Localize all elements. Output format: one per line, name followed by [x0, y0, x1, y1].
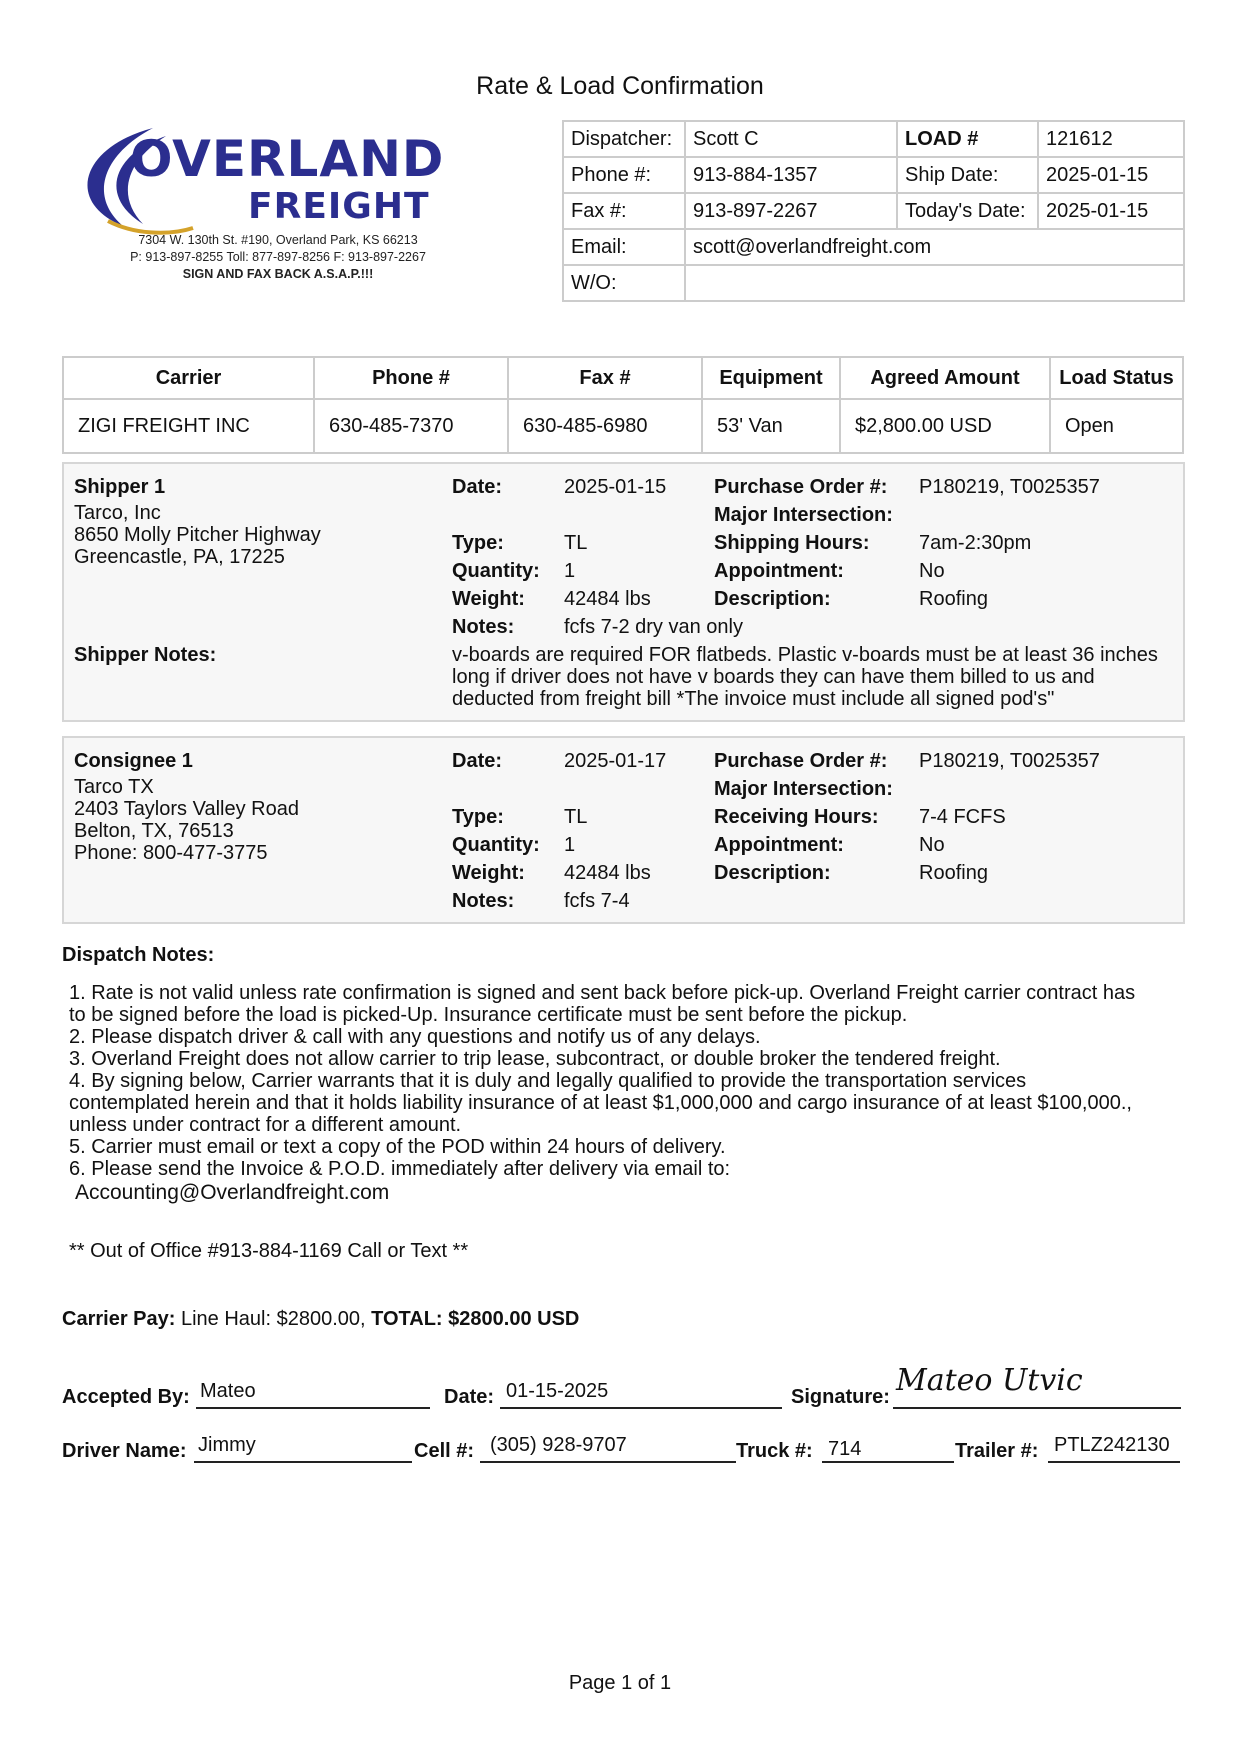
- dispatch-note-line: to be signed before the load is picked-Up. Insurance certificate must be sent before the pickup.: [69, 1004, 908, 1026]
- shipper-notes-heading: Shipper Notes:: [74, 644, 217, 666]
- dispatch-note-line: 5. Carrier must email or text a copy of the POD within 24 hours of delivery.: [69, 1136, 726, 1158]
- consignee-weight: 42484 lbs: [564, 862, 651, 884]
- company-tagline: SIGN AND FAX BACK A.S.A.P.!!!: [182, 267, 374, 281]
- consignee-notes: fcfs 7-4: [564, 890, 630, 912]
- line-haul: Line Haul: $2800.00,: [180, 1308, 366, 1330]
- shipper-appointment: No: [919, 560, 945, 582]
- cell-label: Cell #:: [414, 1440, 475, 1462]
- consignee-date-label: Date:: [452, 750, 503, 772]
- truck-field[interactable]: 714: [828, 1438, 862, 1460]
- carrier-load-status: Open: [1050, 399, 1183, 453]
- fax-label: Fax #:: [563, 193, 685, 229]
- carrier-phone: 630-485-7370: [314, 399, 508, 453]
- carrier-name: ZIGI FREIGHT INC: [63, 399, 314, 453]
- wo-label: W/O:: [563, 265, 685, 301]
- consignee-po: P180219, T0025357: [919, 750, 1100, 772]
- ship-date-label: Ship Date:: [897, 157, 1038, 193]
- consignee-street: 2403 Taylors Valley Road: [74, 798, 299, 820]
- signature-field[interactable]: Mateo Utvic: [896, 1363, 1083, 1398]
- driver-name-underline: [194, 1460, 412, 1463]
- consignee-date: 2025-01-17: [564, 750, 667, 772]
- signature-label: Signature:: [791, 1386, 890, 1408]
- consignee-weight-label: Weight:: [452, 862, 525, 884]
- shipper-po: P180219, T0025357: [919, 476, 1100, 498]
- consignee-notes-label: Notes:: [452, 890, 515, 912]
- dispatcher-label: Dispatcher:: [563, 121, 685, 157]
- cell-underline: [480, 1460, 736, 1463]
- shipper-qty-label: Quantity:: [452, 560, 540, 582]
- shipper-city: Greencastle, PA, 17225: [74, 546, 285, 568]
- shipper-street: 8650 Molly Pitcher Highway: [74, 524, 321, 546]
- shipper-description-label: Description:: [714, 588, 831, 610]
- shipper-description: Roofing: [919, 588, 988, 610]
- logo-word-freight: FREIGHT: [248, 186, 430, 227]
- consignee-qty-label: Quantity:: [452, 834, 540, 856]
- accepted-by-underline: [196, 1406, 430, 1409]
- carrier-pay-line: [62, 1308, 579, 1330]
- load-value: 121612: [1038, 121, 1184, 157]
- shipper-date-label: Date:: [452, 476, 503, 498]
- driver-name-field[interactable]: Jimmy: [198, 1434, 256, 1456]
- shipper-notes-line-2: long if driver does not have v boards they can have them billed to us and: [452, 666, 1095, 688]
- consignee-intersection-label: Major Intersection:: [714, 778, 893, 800]
- date-underline: [500, 1406, 782, 1409]
- dispatcher-value: Scott C: [685, 121, 897, 157]
- email-label: Email:: [563, 229, 685, 265]
- dispatch-note-line: 6. Please send the Invoice & P.O.D. immediately after delivery via email to:: [69, 1158, 731, 1180]
- shipper-notes-line-1: v-boards are required FOR flatbeds. Plastic v-boards must be at least 36 inches: [452, 644, 1158, 666]
- company-address: 7304 W. 130th St. #190, Overland Park, KS 66213: [138, 233, 418, 247]
- consignee-appointment: No: [919, 834, 945, 856]
- date-label: Date:: [444, 1386, 495, 1408]
- accounting-email[interactable]: Accounting@Overlandfreight.com: [75, 1181, 390, 1204]
- shipper-appointment-label: Appointment:: [714, 560, 844, 582]
- shipper-notes: fcfs 7-2 dry van only: [564, 616, 743, 638]
- shipper-weight-label: Weight:: [452, 588, 525, 610]
- truck-label: Truck #:: [736, 1440, 813, 1462]
- shipper-intersection-label: Major Intersection:: [714, 504, 893, 526]
- date-field[interactable]: 01-15-2025: [506, 1380, 609, 1402]
- out-of-office-note: ** Out of Office #913-884-1169 Call or Text **: [69, 1240, 469, 1262]
- trailer-underline: [1048, 1460, 1180, 1463]
- shipper-qty: 1: [564, 560, 576, 582]
- dispatch-note-line: 3. Overland Freight does not allow carrier to trip lease, subcontract, or double broker the tendered freight.: [69, 1048, 1001, 1070]
- accepted-by-label: Accepted By:: [62, 1386, 190, 1408]
- company-logo: [58, 116, 458, 291]
- shipper-notes-line-3: deducted from freight bill *The invoice must include all signed pod's": [452, 688, 1055, 710]
- ship-date-value: 2025-01-15: [1038, 157, 1184, 193]
- receiving-hours-label: Receiving Hours:: [714, 806, 879, 828]
- col-equipment: Equipment: [702, 357, 840, 399]
- carrier-equipment: 53' Van: [702, 399, 840, 453]
- carrier-fax: 630-485-6980: [508, 399, 702, 453]
- carrier-pay-label: Carrier Pay:: [62, 1308, 176, 1330]
- cell-field[interactable]: (305) 928-9707: [490, 1434, 627, 1456]
- email-value[interactable]: scott@overlandfreight.com: [685, 229, 1184, 265]
- shipper-heading: Shipper 1: [74, 476, 166, 498]
- phone-label: Phone #:: [563, 157, 685, 193]
- page-title: Rate & Load Confirmation: [476, 72, 764, 100]
- todays-date-value: 2025-01-15: [1038, 193, 1184, 229]
- trailer-field[interactable]: PTLZ242130: [1054, 1434, 1170, 1456]
- trailer-label: Trailer #:: [955, 1440, 1039, 1462]
- company-phones: P: 913-897-8255 Toll: 877-897-8256 F: 913-897-2267: [130, 250, 426, 264]
- phone-value: 913-884-1357: [685, 157, 897, 193]
- pay-total: TOTAL: $2800.00 USD: [371, 1308, 580, 1330]
- dispatch-note-line: contemplated herein and that it holds liability insurance of at least $1,000,000 and cargo insurance of at least $100,000.,: [69, 1092, 1132, 1114]
- dispatch-note-line: 2. Please dispatch driver & call with any questions and notify us of any delays.: [69, 1026, 761, 1048]
- logo-word-overland: OVERLAND: [130, 130, 445, 188]
- load-label: LOAD #: [897, 121, 1038, 157]
- consignee-name: Tarco TX: [74, 776, 154, 798]
- consignee-heading: Consignee 1: [74, 750, 193, 772]
- col-load-status: Load Status: [1050, 357, 1183, 399]
- consignee-appointment-label: Appointment:: [714, 834, 844, 856]
- col-phone: Phone #: [314, 357, 508, 399]
- shipper-type: TL: [564, 532, 588, 554]
- shipper-section: [62, 462, 1185, 722]
- todays-date-label: Today's Date:: [897, 193, 1038, 229]
- consignee-section: [62, 736, 1185, 924]
- accepted-by-field[interactable]: Mateo: [200, 1380, 256, 1402]
- shipper-weight: 42484 lbs: [564, 588, 651, 610]
- consignee-po-label: Purchase Order #:: [714, 750, 888, 772]
- shipper-name: Tarco, Inc: [74, 502, 161, 524]
- dispatch-notes-heading: Dispatch Notes:: [62, 944, 215, 966]
- col-agreed-amount: Agreed Amount: [840, 357, 1050, 399]
- carrier-table-header: [63, 357, 1183, 399]
- carrier-agreed-amount: $2,800.00 USD: [840, 399, 1050, 453]
- consignee-qty: 1: [564, 834, 576, 856]
- page-number: Page 1 of 1: [568, 1672, 672, 1694]
- col-fax: Fax #: [508, 357, 702, 399]
- receiving-hours: 7-4 FCFS: [919, 806, 1006, 828]
- table-row: [63, 399, 1183, 453]
- truck-underline: [822, 1460, 954, 1463]
- dispatch-note-line: unless under contract for a different amount.: [69, 1114, 462, 1136]
- consignee-description: Roofing: [919, 862, 988, 884]
- col-carrier: Carrier: [63, 357, 314, 399]
- driver-name-label: Driver Name:: [62, 1440, 187, 1462]
- consignee-type: TL: [564, 806, 588, 828]
- consignee-type-label: Type:: [452, 806, 504, 828]
- dispatch-note-line: 4. By signing below, Carrier warrants that it is duly and legally qualified to provide the transportation services: [69, 1070, 1027, 1092]
- wo-value: [685, 265, 1184, 301]
- shipping-hours: 7am-2:30pm: [919, 532, 1032, 554]
- dispatch-info-table: [562, 120, 1185, 302]
- consignee-description-label: Description:: [714, 862, 831, 884]
- signature-underline: [893, 1406, 1181, 1409]
- shipping-hours-label: Shipping Hours:: [714, 532, 870, 554]
- shipper-notes-label: Notes:: [452, 616, 515, 638]
- consignee-city: Belton, TX, 76513: [74, 820, 234, 842]
- shipper-date: 2025-01-15: [564, 476, 667, 498]
- dispatch-note-line: 1. Rate is not valid unless rate confirmation is signed and sent back before pick-up. Overland Freight carrier contract has: [69, 982, 1136, 1004]
- carrier-table: [62, 356, 1184, 454]
- consignee-phone: Phone: 800-477-3775: [74, 842, 268, 864]
- shipper-type-label: Type:: [452, 532, 504, 554]
- shipper-po-label: Purchase Order #:: [714, 476, 888, 498]
- fax-value: 913-897-2267: [685, 193, 897, 229]
